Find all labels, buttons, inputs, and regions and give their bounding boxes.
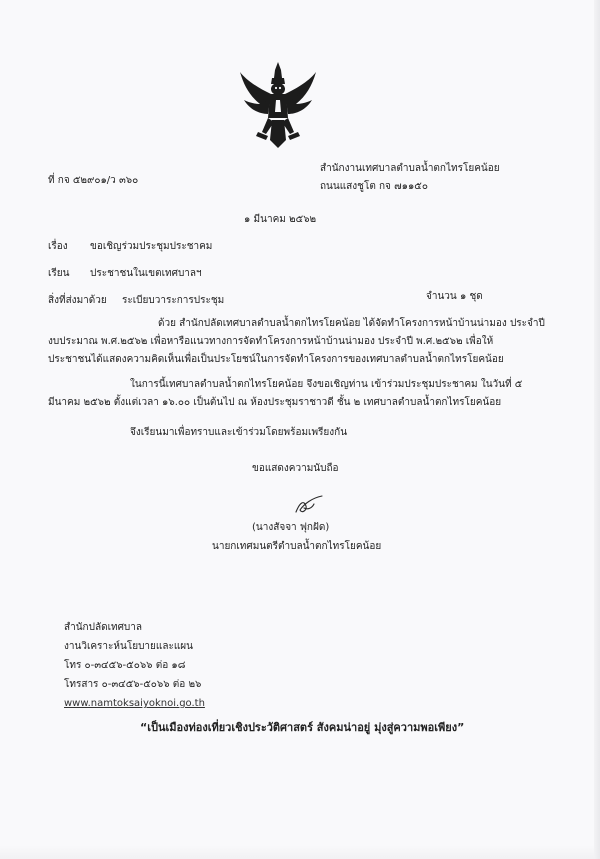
- letter-date: ๑ มีนาคม ๒๕๖๒: [244, 214, 317, 225]
- footer-telephone: โทร ๐-๓๔๕๖-๕๐๖๖ ต่อ ๑๘: [64, 660, 186, 671]
- enclosure-quantity: จำนวน ๑ ชุด: [426, 291, 483, 302]
- scan-edge: [0, 845, 600, 859]
- body-paragraph-3: จึงเรียนมาเพื่อทราบและเข้าร่วมโดยพร้อมเพรียงกัน: [130, 427, 348, 438]
- recipient-text: ประชาชนในเขตเทศบาลฯ: [90, 268, 202, 279]
- subject-label: เรื่อง: [48, 241, 68, 252]
- body-paragraph-1-line-2: งบประมาณ พ.ศ.๒๕๖๒ เพื่อหารือแนวทางการจัดทำโครงการหน้าบ้านน่ามอง ประจำปี พ.ศ.๒๕๖๒ เพื่อให้: [48, 336, 494, 347]
- footer-website-link[interactable]: www.namtoksaiyoknoi.go.th: [64, 698, 205, 709]
- signer-title: นายกเทศมนตรีตำบลน้ำตกไทรโยคน้อย: [212, 541, 382, 552]
- municipality-slogan: “เป็นเมืองท่องเที่ยวเชิงประวัติศาสตร์ สังคมน่าอยู่ มุ่งสู่ความพอเพียง”: [140, 721, 465, 734]
- office-address: ถนนแสงชูโต กจ ๗๑๑๕๐: [320, 181, 428, 192]
- signer-name: (นางสัจจา ฟุกฝัด): [252, 522, 330, 533]
- footer-fax: โทรสาร ๐-๓๔๕๖-๕๐๖๖ ต่อ ๒๖: [64, 679, 202, 690]
- garuda-emblem-icon: [238, 60, 318, 150]
- recipient-label: เรียน: [48, 268, 70, 279]
- handwritten-signature: [292, 494, 326, 518]
- enclosure-text: ระเบียบวาระการประชุม: [122, 295, 225, 306]
- body-paragraph-1-line-1: ด้วย สำนักปลัดเทศบาลตำบลน้ำตกไทรโยคน้อย ได้จัดทำโครงการหน้าบ้านน่ามอง ประจำปี: [158, 318, 545, 329]
- enclosure-label: สิ่งที่ส่งมาด้วย: [48, 295, 107, 306]
- body-paragraph-1-line-3: ประชาชนได้แสดงความคิดเห็นเพื่อเป็นประโยชน์ในการจัดทำโครงการของเทศบาลตำบลน้ำตกไทรโยคน้อย: [48, 354, 504, 365]
- footer-department: สำนักปลัดเทศบาล: [64, 622, 143, 633]
- closing-text: ขอแสดงความนับถือ: [252, 463, 339, 474]
- footer-division: งานวิเคราะห์นโยบายและแผน: [64, 641, 193, 652]
- subject-text: ขอเชิญร่วมประชุมประชาคม: [90, 241, 213, 252]
- office-name: สำนักงานเทศบาลตำบลน้ำตกไทรโยคน้อย: [320, 163, 500, 174]
- body-paragraph-2-line-2: มีนาคม ๒๕๖๒ ตั้งแต่เวลา ๑๖.๐๐ เป็นต้นไป ณ ห้องประชุมราชาวดี ชั้น ๒ เทศบาลตำบลน้ำตกไทรโยคน้อย: [48, 397, 502, 408]
- reference-number: ที่ กจ ๕๒๙๐๑/ว ๓๖๐: [48, 175, 139, 186]
- body-paragraph-2-line-1: ในการนี้เทศบาลตำบลน้ำตกไทรโยคน้อย จึงขอเชิญท่าน เข้าร่วมประชุมประชาคม ในวันที่ ๕: [130, 379, 523, 390]
